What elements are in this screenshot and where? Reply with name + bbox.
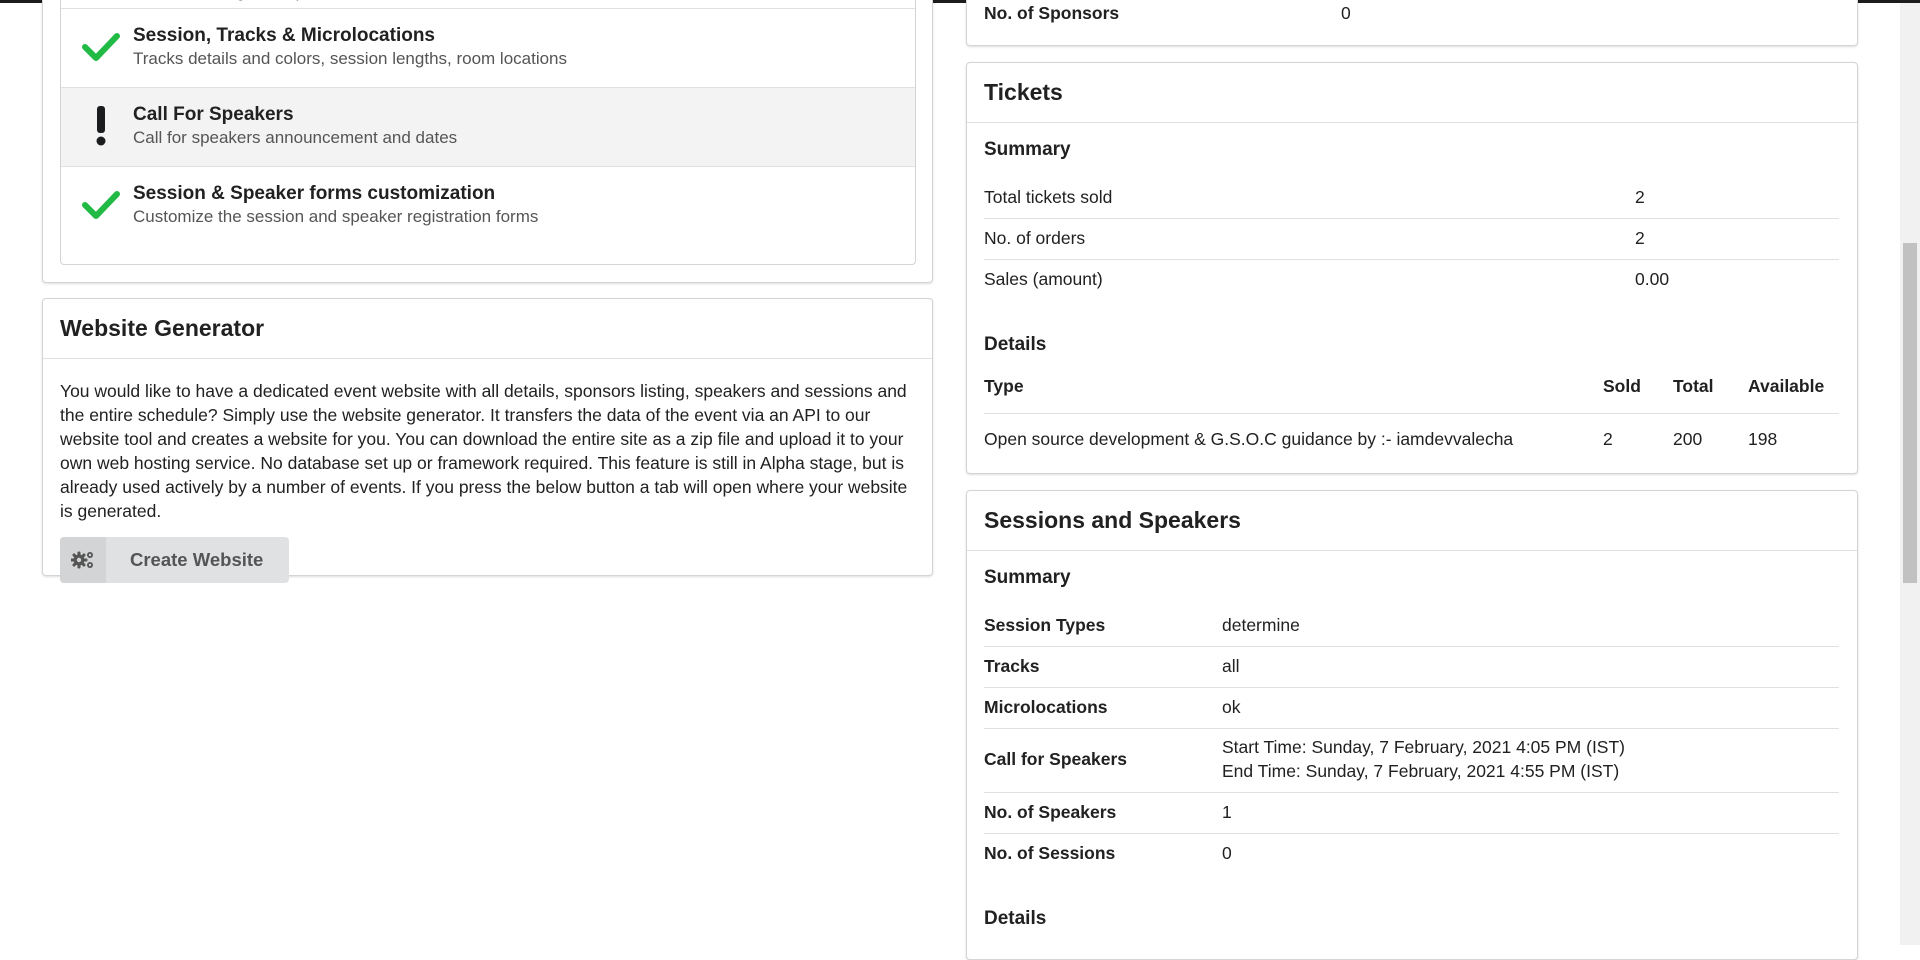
vertical-scrollbar[interactable] bbox=[1900, 3, 1920, 945]
table-row bbox=[984, 413, 1839, 465]
tickets-details-heading: Details bbox=[984, 334, 1047, 355]
check-icon bbox=[81, 185, 121, 225]
sponsors-step-desc bbox=[133, 0, 356, 2]
summary-row bbox=[984, 605, 1839, 647]
summary-row bbox=[984, 646, 1839, 688]
step-title: Call For Speakers bbox=[133, 104, 294, 125]
summary-value: ok bbox=[1222, 697, 1241, 717]
event-steps-panel bbox=[42, 0, 933, 283]
ticket-total: 200 bbox=[1673, 429, 1703, 449]
sponsors-count-label: No. of Sponsors bbox=[984, 3, 1120, 23]
ticket-sold: 2 bbox=[1603, 429, 1613, 449]
summary-label: No. of orders bbox=[984, 228, 1086, 248]
summary-value: 0 bbox=[1222, 843, 1232, 863]
summary-row bbox=[984, 177, 1839, 219]
step-description: Customize the session and speaker registration forms bbox=[133, 207, 539, 226]
summary-label: Sales (amount) bbox=[984, 269, 1103, 289]
step-title: Session & Speaker forms customization bbox=[133, 183, 496, 204]
sessions-speakers-panel bbox=[966, 490, 1858, 960]
summary-row bbox=[984, 728, 1839, 793]
ticket-type: Open source development & G.S.O.C guidance by :- iamdevvalecha bbox=[984, 429, 1514, 449]
summary-row bbox=[984, 218, 1839, 260]
summary-label: Call for Speakers bbox=[984, 749, 1127, 769]
website-generator-description: You would like to have a dedicated event website with all details, sponsors listing, speakers and sessions and the entire schedule? Simply use the website generator. It transfers the data of the event via an API to our website tool and creates a website for you. You can download the entire site as a zip file and upload it to your own web hosting service. No database set up or framework required. This feature is still in Alpha stage, but is already used actively by a number of events. If you press the below button a tab will open where your website is generated. bbox=[60, 381, 908, 521]
panel-title: Tickets bbox=[967, 63, 1857, 123]
column-header-total: Total bbox=[1673, 376, 1714, 396]
summary-label: Session Types bbox=[984, 615, 1106, 635]
ticket-available: 198 bbox=[1748, 429, 1778, 449]
step-sessions-tracks[interactable] bbox=[61, 8, 915, 87]
scrollbar-thumb[interactable] bbox=[1903, 243, 1917, 583]
summary-row bbox=[984, 792, 1839, 834]
summary-label: Total tickets sold bbox=[984, 187, 1113, 207]
step-description: Tracks details and colors, session lengths, room locations bbox=[133, 49, 568, 68]
website-generator-panel bbox=[42, 298, 933, 576]
step-title: Session, Tracks & Microlocations bbox=[133, 25, 435, 46]
column-header-available: Available bbox=[1748, 376, 1825, 396]
tickets-panel bbox=[966, 62, 1858, 474]
step-call-for-speakers[interactable] bbox=[61, 87, 915, 166]
create-website-label: Create Website bbox=[130, 549, 264, 570]
cfs-start-time: Start Time: Sunday, 7 February, 2021 4:05 PM (IST) bbox=[1222, 737, 1625, 757]
summary-row bbox=[984, 259, 1839, 300]
tickets-summary-heading: Summary bbox=[984, 139, 1071, 160]
exclamation-icon bbox=[81, 106, 121, 146]
step-description: Call for speakers announcement and dates bbox=[133, 128, 458, 147]
summary-value: 2 bbox=[1635, 228, 1645, 248]
cogs-icon bbox=[60, 537, 106, 583]
summary-value: 0.00 bbox=[1635, 269, 1670, 289]
summary-value: 2 bbox=[1635, 187, 1645, 207]
sponsors-count-value: 0 bbox=[1341, 3, 1351, 23]
cfs-end-time: End Time: Sunday, 7 February, 2021 4:55 PM (IST) bbox=[1222, 761, 1620, 781]
summary-row bbox=[984, 687, 1839, 729]
summary-value: determine bbox=[1222, 615, 1300, 635]
summary-value: all bbox=[1222, 656, 1240, 676]
step-forms-customization[interactable] bbox=[61, 166, 915, 245]
sponsors-count-row bbox=[984, 0, 1839, 34]
steps-list bbox=[60, 0, 916, 265]
panel-title: Website Generator bbox=[43, 299, 932, 359]
tickets-table-header bbox=[984, 363, 1839, 414]
summary-row bbox=[984, 833, 1839, 874]
check-icon bbox=[81, 27, 121, 67]
summary-label: No. of Sessions bbox=[984, 843, 1116, 863]
summary-label: Tracks bbox=[984, 656, 1040, 676]
summary-value: 1 bbox=[1222, 802, 1232, 822]
panel-title: Sessions and Speakers bbox=[967, 491, 1857, 551]
sessions-details-heading: Details bbox=[984, 908, 1047, 929]
summary-label: Microlocations bbox=[984, 697, 1108, 717]
sponsors-panel bbox=[966, 0, 1858, 46]
summary-label: No. of Speakers bbox=[984, 802, 1117, 822]
sessions-summary-heading: Summary bbox=[984, 567, 1071, 588]
column-header-type: Type bbox=[984, 376, 1024, 396]
create-website-button[interactable] bbox=[60, 537, 289, 583]
column-header-sold: Sold bbox=[1603, 376, 1641, 396]
